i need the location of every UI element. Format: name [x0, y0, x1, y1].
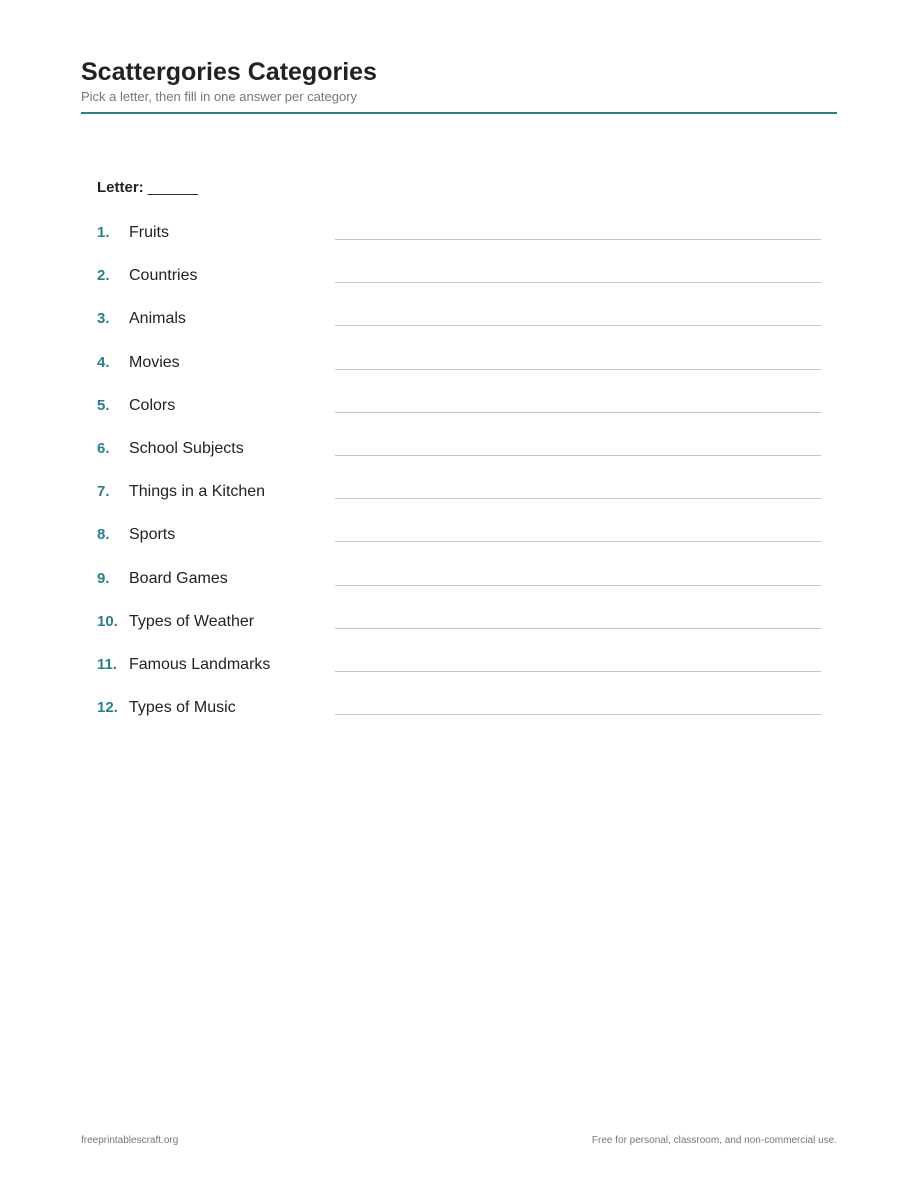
category-number: 1.	[97, 224, 110, 241]
category-label: Countries	[129, 267, 198, 285]
answer-line[interactable]	[335, 671, 821, 672]
category-row	[97, 393, 821, 436]
answer-line[interactable]	[335, 282, 821, 283]
category-number: 12.	[97, 699, 118, 717]
letter-field	[97, 178, 198, 198]
category-label: Things in a Kitchen	[129, 483, 266, 501]
category-number: 9.	[97, 569, 110, 587]
category-number: 6.	[97, 439, 110, 457]
category-number: 8.	[97, 526, 110, 544]
category-label: School Subjects	[129, 439, 244, 457]
category-number: 3.	[97, 310, 110, 328]
category-row	[97, 652, 821, 695]
category-row	[97, 436, 821, 479]
answer-line[interactable]	[335, 369, 821, 370]
category-row	[97, 306, 821, 349]
page-subtitle: Pick a letter, then fill in one answer per category	[81, 89, 358, 104]
page-title: Scattergories Categories	[81, 58, 377, 86]
category-number: 7.	[97, 483, 110, 501]
category-label: Colors	[129, 396, 176, 414]
category-number: 2.	[97, 267, 110, 285]
category-label: Famous Landmarks	[129, 655, 271, 673]
category-row	[97, 566, 821, 609]
answer-line[interactable]	[335, 585, 821, 586]
category-number: 5.	[97, 396, 110, 414]
page-header	[81, 56, 837, 114]
category-label: Sports	[129, 526, 176, 544]
category-row	[97, 479, 821, 522]
category-number: 11.	[97, 655, 118, 673]
category-list	[97, 220, 821, 738]
letter-label: Letter:	[97, 179, 144, 196]
category-row	[97, 609, 821, 652]
category-label: Animals	[129, 310, 186, 328]
category-number: 4.	[97, 353, 110, 371]
answer-line[interactable]	[335, 325, 821, 326]
answer-line[interactable]	[335, 239, 821, 240]
category-label: Fruits	[129, 224, 169, 241]
category-number: 10.	[97, 612, 118, 630]
category-row	[97, 350, 821, 393]
footer-license: Free for personal, classroom, and non-commercial use.	[591, 1135, 837, 1146]
answer-line[interactable]	[335, 541, 821, 542]
category-row	[97, 220, 821, 263]
letter-blank[interactable]: ______	[147, 179, 198, 196]
category-label: Types of Music	[129, 699, 236, 717]
answer-line[interactable]	[335, 498, 821, 499]
answer-line[interactable]	[335, 412, 821, 413]
category-label: Types of Weather	[129, 612, 255, 630]
answer-line[interactable]	[335, 455, 821, 456]
category-row	[97, 263, 821, 306]
answer-line[interactable]	[335, 628, 821, 629]
answer-line[interactable]	[335, 714, 821, 715]
footer-site: freeprintablescraft.org	[81, 1135, 179, 1146]
category-row	[97, 695, 821, 738]
category-label: Board Games	[129, 569, 228, 587]
category-label: Movies	[129, 353, 180, 371]
category-row	[97, 522, 821, 565]
